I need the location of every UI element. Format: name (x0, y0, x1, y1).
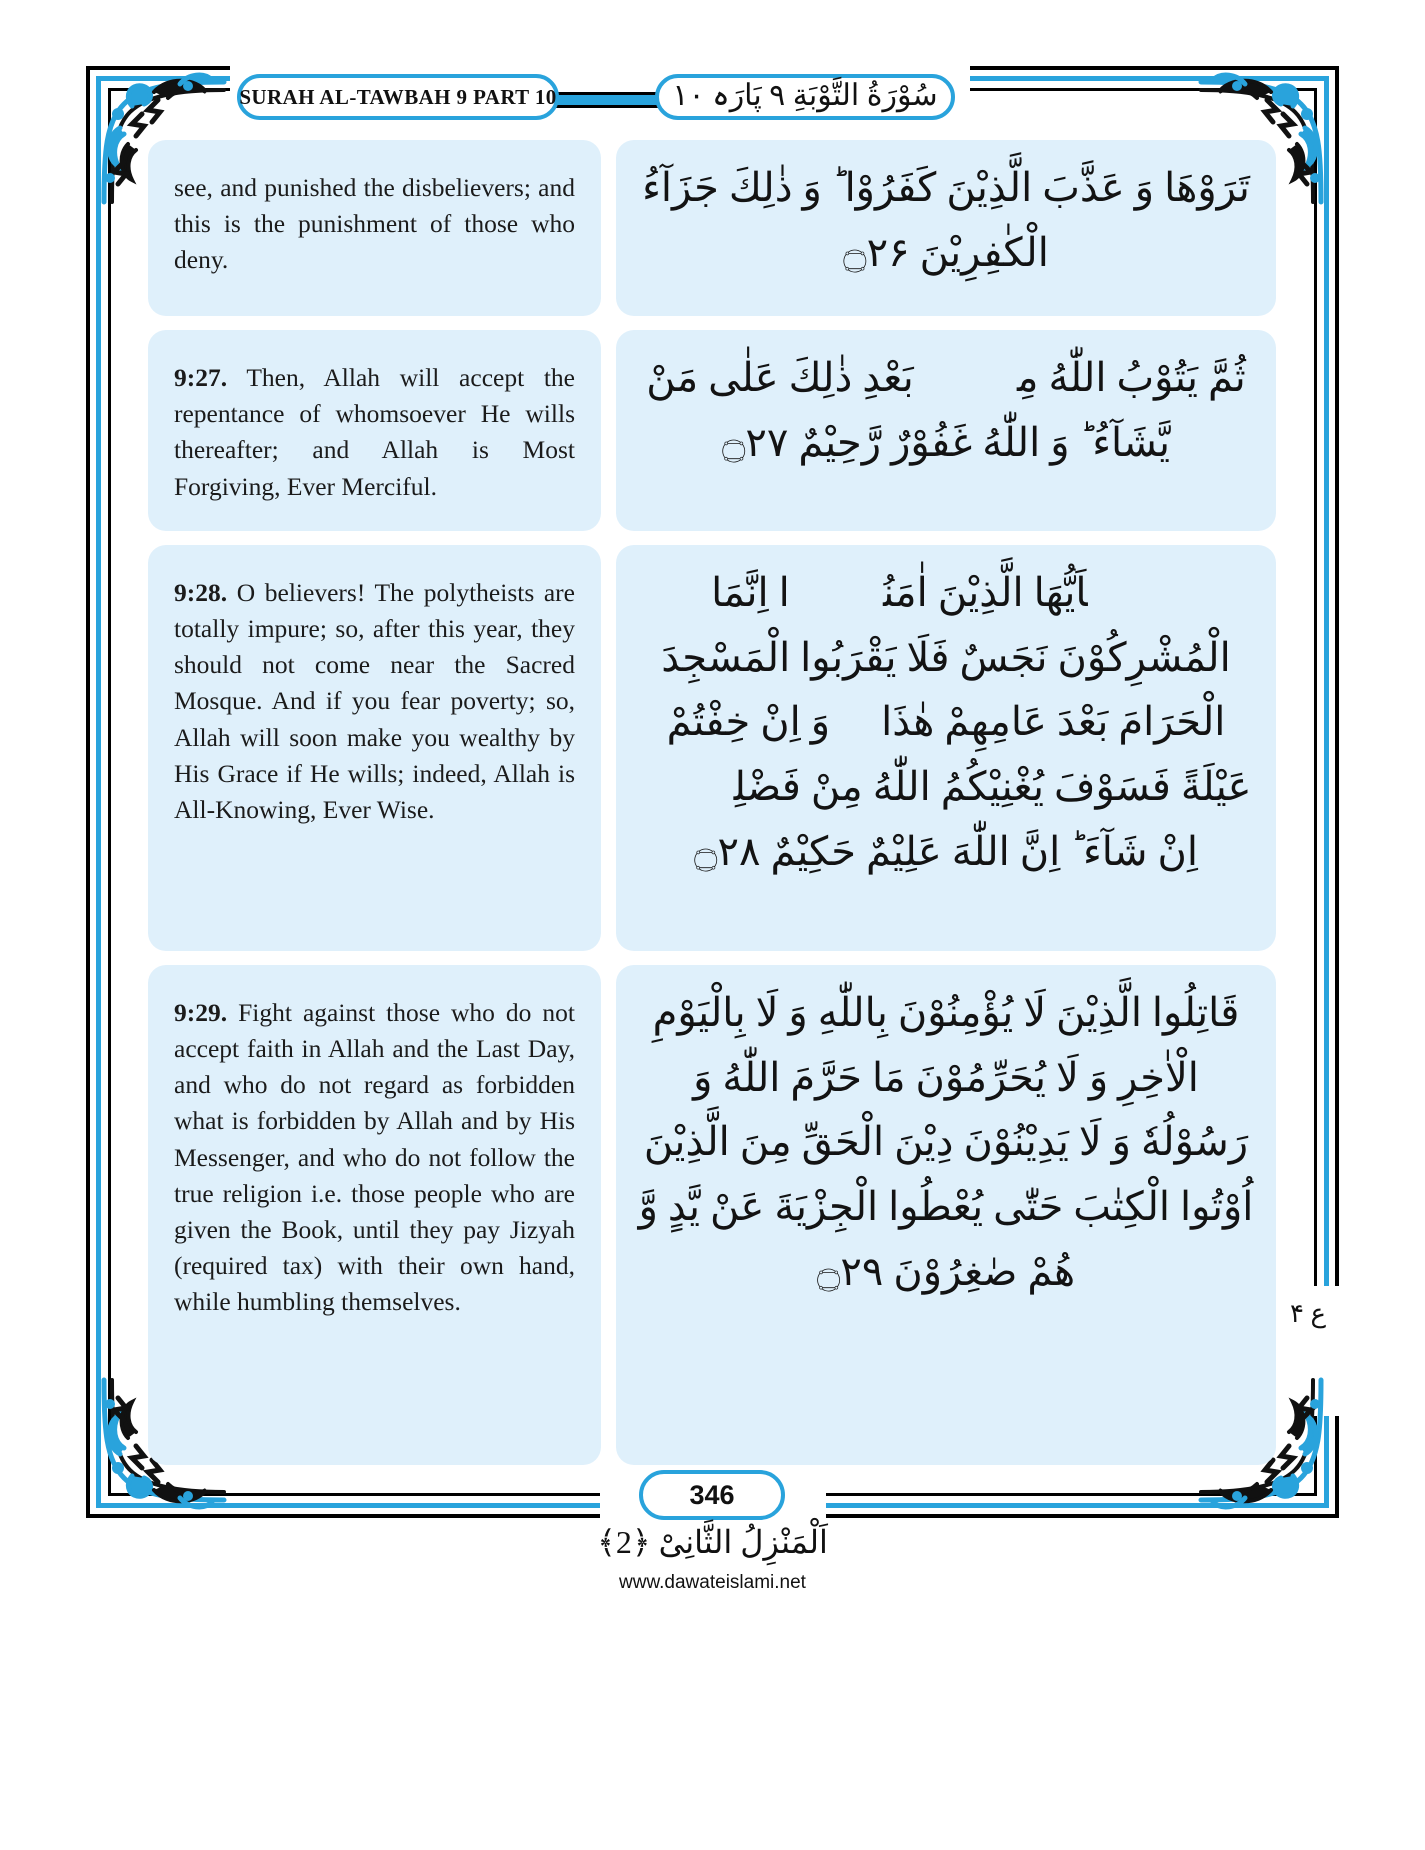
verse-row (148, 545, 1276, 951)
arabic-cell (616, 330, 1276, 531)
verse-number: 9:27. (174, 363, 228, 392)
arabic-cell (616, 545, 1276, 951)
arabic-text: يٰۤاَيُّهَا الَّذِيْنَ اٰمَنُوْۤا اِنَّمَا الْمُشْرِكُوْنَ نَجَسٌ فَلَا يَقْرَبُوا الْمَسْجِدَ الْحَرَامَ بَعْدَ عَامِهِمْ هٰذَا ۚ وَ اِنْ خِفْتُمْ عَيْلَةً فَسَوْفَ يُغْنِيْكُمُ اللّٰهُ مِنْ فَضْلِهٖۤ اِنْ شَآءَ ؕ اِنَّ اللّٰهَ عَلِيْمٌ حَكِيْمٌ ۝۲۸ (640, 569, 1252, 874)
surah-title-left-text: SURAH AL-TAWBAH 9 PART 10 (239, 84, 557, 109)
arabic-cell (616, 140, 1276, 316)
translation-cell (148, 965, 601, 1465)
manzil-label: اَلْمَنْزِلُ الثَّانِیْ ﴿2﴾ (597, 1524, 828, 1560)
surah-title-left (237, 74, 559, 120)
arabic-text: قَاتِلُوا الَّذِيْنَ لَا يُؤْمِنُوْنَ بِاللّٰهِ وَ لَا بِالْيَوْمِ الْاٰخِرِ وَ لَا يُحَرِّمُوْنَ مَا حَرَّمَ اللّٰهُ وَ رَسُوْلُهٗ وَ لَا يَدِيْنُوْنَ دِيْنَ الْحَقِّ مِنَ الَّذِيْنَ اُوْتُوا الْكِتٰبَ حَتّٰى يُعْطُوا الْجِزْيَةَ عَنْ يَّدٍ وَّ هُمْ صٰغِرُوْنَ ۝۲۹ (638, 989, 1254, 1294)
page-number: 346 (639, 1470, 785, 1520)
translation-cell (148, 545, 601, 951)
translation-cell (148, 330, 601, 531)
verse-list (148, 140, 1276, 1448)
translation-cell (148, 140, 601, 316)
verse-row (148, 330, 1276, 531)
arabic-cell (616, 965, 1276, 1465)
website-url: www.dawateislami.net (619, 1572, 806, 1593)
verse-number: 9:28. (174, 577, 228, 607)
page-header (0, 66, 1425, 128)
surah-title-right (655, 74, 955, 120)
ruku-marker: ع ۴ (1290, 1299, 1326, 1328)
translation-text: Fight against those who do not accept faith in Allah and the Last Day, and who do not regard as forbidden what is forbidden by Allah and by His Messenger, and who do not follow the true religion i.e. those people who are given the Book, until they pay Jizyah (required tax) with their own hand, while humbling themselves. (174, 997, 575, 1317)
verse-row (148, 140, 1276, 316)
translation-text: Then, Allah will accept the repentance of whomsoever He wills thereafter; and Allah is Most Forgiving, Ever Merciful. (174, 363, 575, 501)
translation-text: O believers! The polytheists are totally impure; so, after this year, they should not come near the Sacred Mosque. And if you fear poverty; so, Allah will soon make you wealthy by His Grace if He wills; indeed, Allah is All-Knowing, Ever Wise. (174, 577, 575, 825)
translation-text: see, and punished the disbelievers; and this is the punishment of those who deny. (174, 173, 575, 275)
arabic-text: تَرَوْهَا وَ عَذَّبَ الَّذِيْنَ كَفَرُوْا ؕ وَ ذٰلِكَ جَزَآءُ الْكٰفِرِيْنَ ۝۲۶ (642, 165, 1250, 275)
verse-number: 9:29. (174, 997, 228, 1027)
verse-row (148, 965, 1276, 1465)
arabic-text: ثُمَّ يَتُوْبُ اللّٰهُ مِنْۢ بَعْدِ ذٰلِكَ عَلٰى مَنْ يَّشَآءُ ؕ وَ اللّٰهُ غَفُوْرٌ رَّحِيْمٌ ۝۲۷ (646, 355, 1246, 465)
header-connector-bar (556, 92, 660, 108)
surah-title-right-text: سُوْرَةُ التَّوْبَةِ ٩ پَارَہ ١٠ (672, 78, 938, 112)
page-footer (0, 1462, 1425, 1593)
